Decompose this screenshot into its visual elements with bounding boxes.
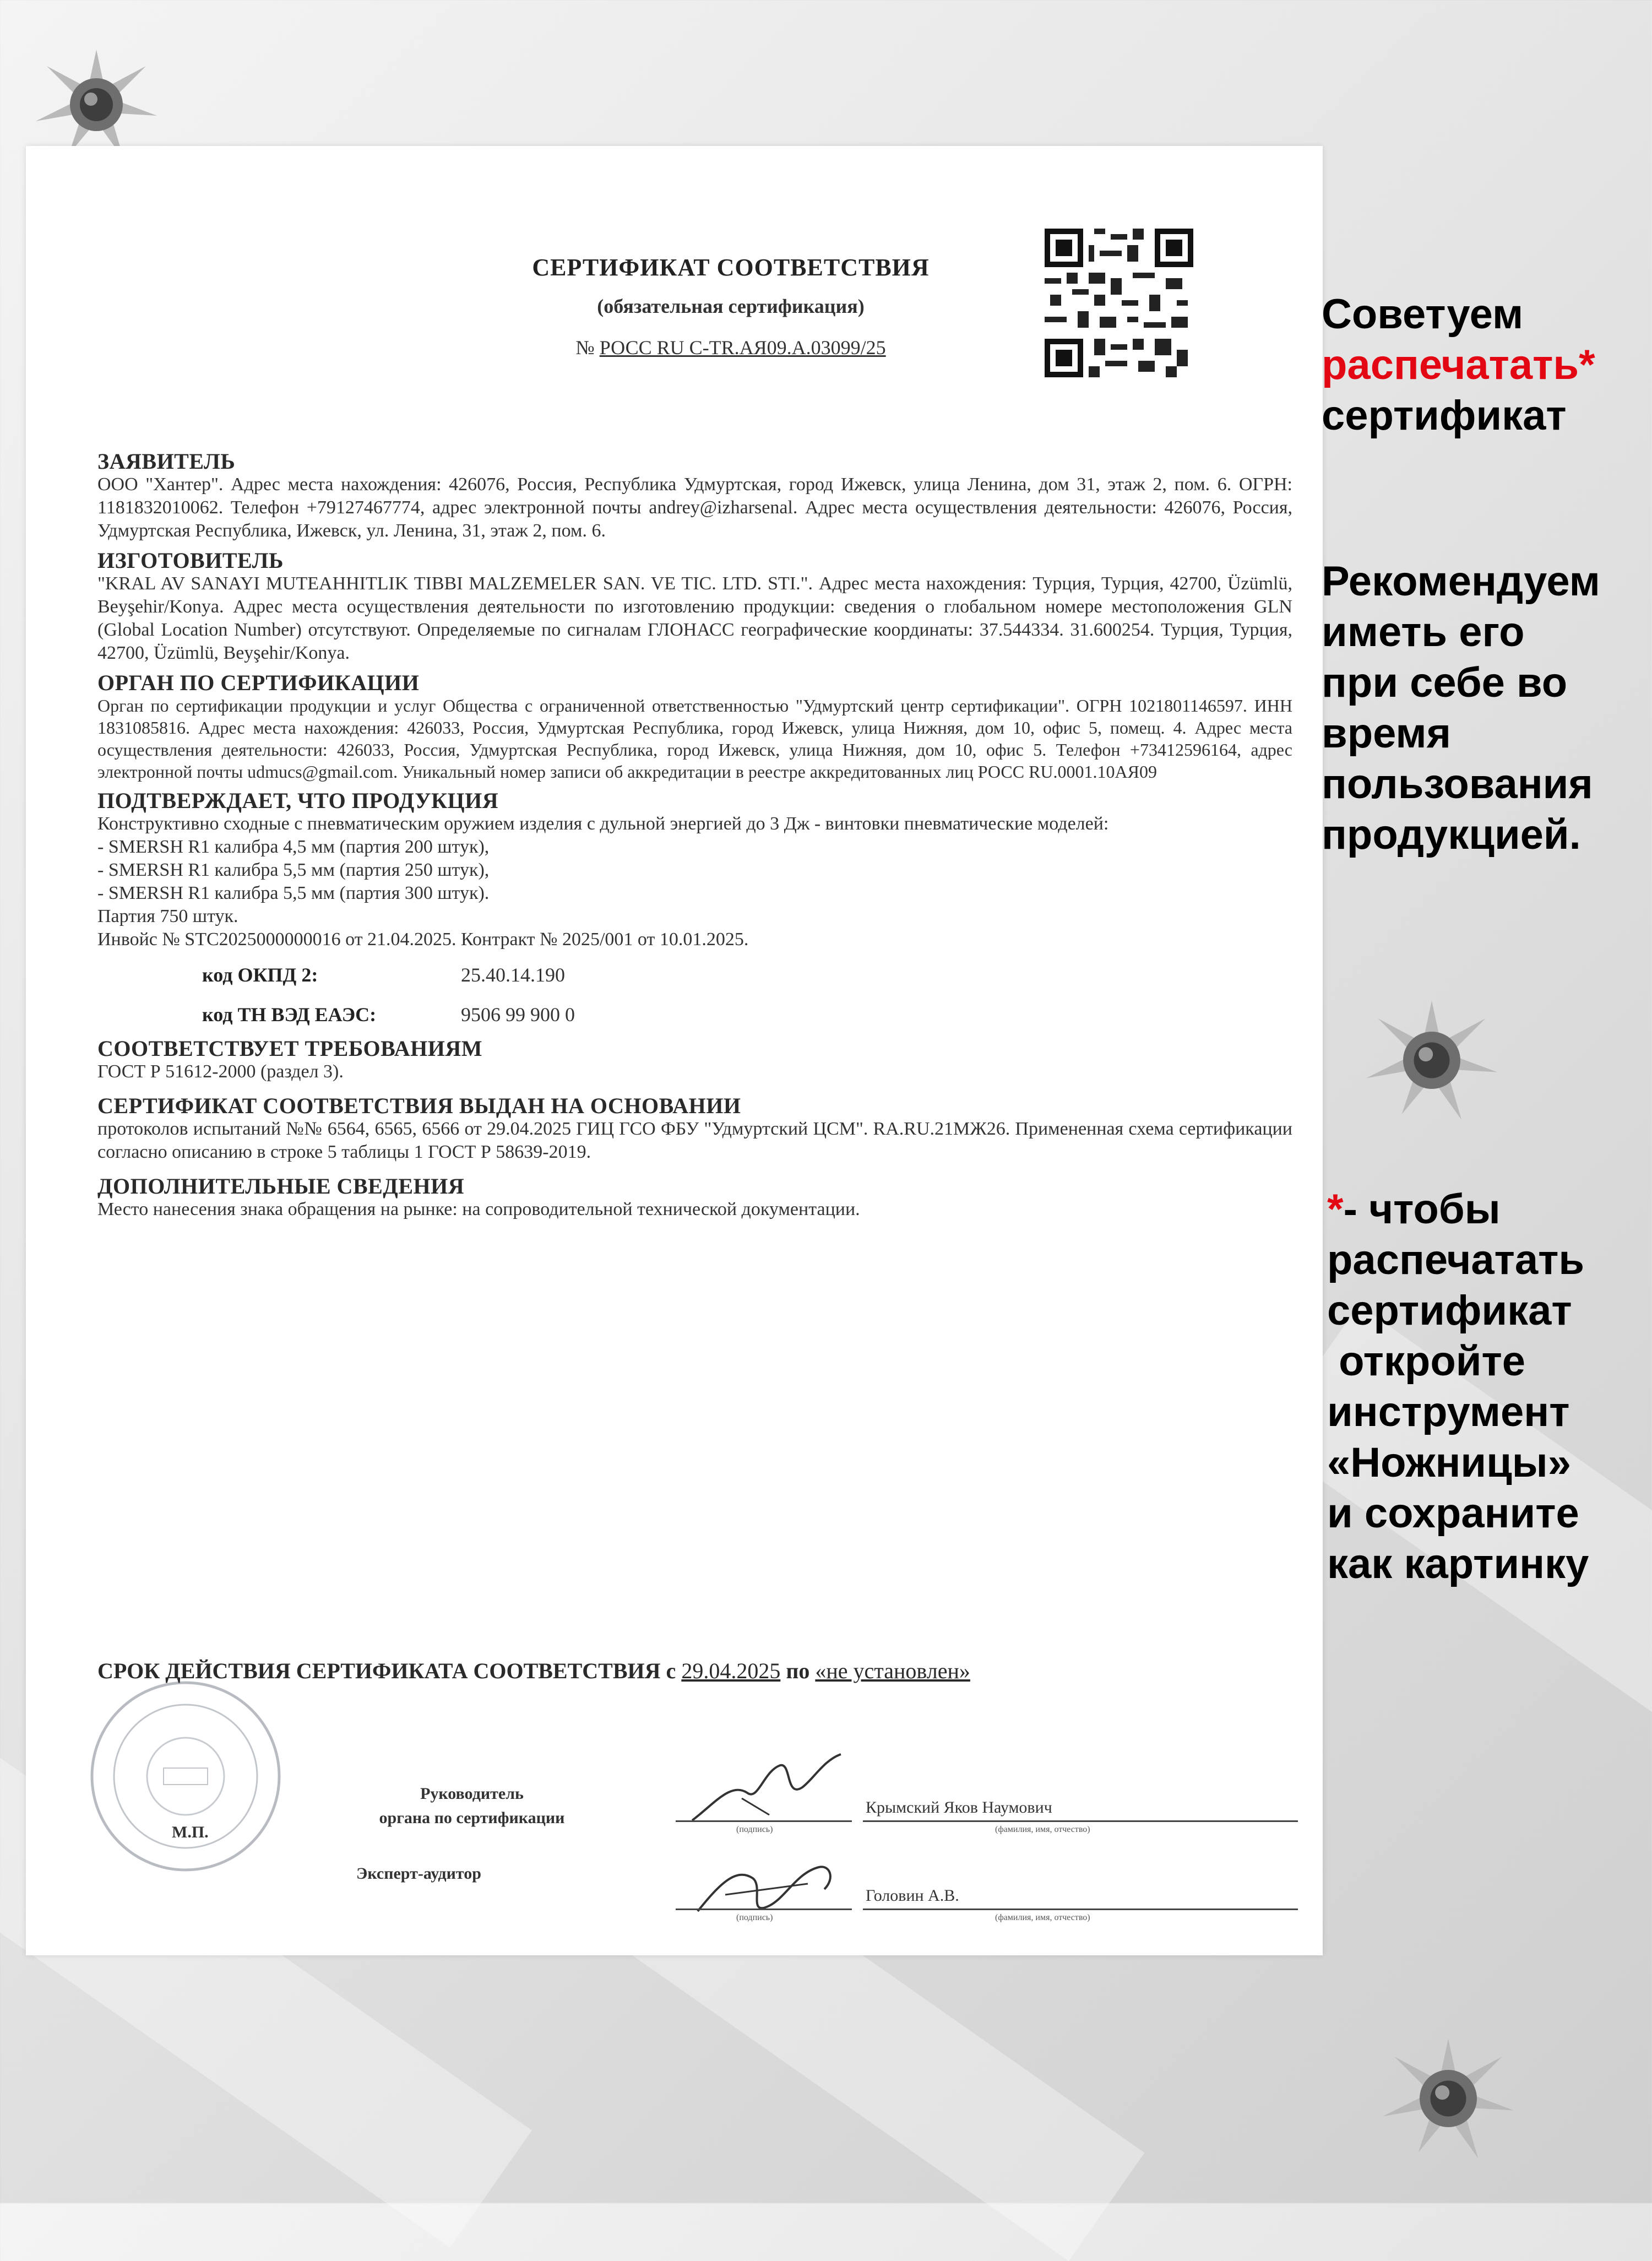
name-line xyxy=(863,1820,1298,1822)
snip-line: откройте xyxy=(1327,1338,1525,1385)
snip-star: * xyxy=(1327,1186,1344,1233)
product-line: Партия 750 штук. xyxy=(97,906,238,926)
applicant-heading: ЗАЯВИТЕЛЬ xyxy=(97,449,236,474)
basis-text: протоколов испытаний №№ 6564, 6565, 6566 от 29.04.2025 ГИЦ ГСО ФБУ "Удмуртский ЦСМ". RA.RU.21МЖ26. Примененная схема сертификации согласно описанию в строке 5 таблицы 1 ГОСТ Р 58639-2019. xyxy=(97,1119,1292,1162)
print-advice-line: сертификат xyxy=(1322,392,1567,439)
print-advice-star: * xyxy=(1579,341,1595,388)
certificate-body xyxy=(97,443,1292,1221)
product-line: Конструктивно сходные с пневматическим оружием изделия с дульной энергией до 3 Дж - винтовки пневматические моделей: xyxy=(97,814,1109,834)
validity-label: СРОК ДЕЙСТВИЯ СЕРТИФИКАТА СООТВЕТСТВИЯ xyxy=(97,1658,661,1683)
carry-advice-line: при себе во xyxy=(1322,659,1568,706)
carry-advice-line: иметь его xyxy=(1322,609,1525,655)
snip-line: распечатать xyxy=(1327,1237,1585,1283)
qr-code-icon xyxy=(1045,229,1193,377)
snip-line: инструмент xyxy=(1327,1389,1570,1435)
number-value: РОСС RU C-TR.АЯ09.А.03099/25 xyxy=(599,337,886,359)
bullet-hole-icon xyxy=(1360,991,1503,1129)
product-heading: ПОДТВЕРЖДАЕТ, ЧТО ПРОДУКЦИЯ xyxy=(97,788,499,813)
certification-body-heading: ОРГАН ПО СЕРТИФИКАЦИИ xyxy=(97,670,420,695)
snip-instructions xyxy=(1327,1184,1589,1590)
snip-line: как картинку xyxy=(1327,1541,1589,1587)
snip-line: «Ножницы» xyxy=(1327,1439,1571,1486)
certificate-title: СЕРТИФИКАТ СООТВЕТСТВИЯ xyxy=(532,254,930,281)
tnved-label: код ТН ВЭД ЕАЭС: xyxy=(202,1004,377,1026)
carry-advice xyxy=(1322,556,1600,860)
print-advice-highlight: распечатать xyxy=(1322,341,1579,388)
requirements-text: ГОСТ Р 51612-2000 (раздел 3). xyxy=(97,1061,344,1082)
head-label-line2: органа по сертификации xyxy=(379,1809,565,1827)
requirements-heading: СООТВЕТСТВУЕТ ТРЕБОВАНИЯМ xyxy=(97,1036,483,1061)
name-line xyxy=(863,1908,1298,1910)
extra-heading: ДОПОЛНИТЕЛЬНЫЕ СВЕДЕНИЯ xyxy=(97,1174,465,1199)
product-line: - SMERSH R1 калибра 4,5 мм (партия 200 штук), xyxy=(97,837,490,857)
extra-text: Место нанесения знака обращения на рынке: на сопроводительной технической документации. xyxy=(97,1199,860,1219)
snip-line: и сохраните xyxy=(1327,1490,1579,1537)
okpd-label: код ОКПД 2: xyxy=(202,964,318,986)
validity-to: «не установлен» xyxy=(815,1658,970,1683)
print-advice xyxy=(1322,289,1595,441)
carry-advice-line: пользования xyxy=(1322,761,1593,807)
signature-caption: (подпись) xyxy=(736,1913,773,1922)
number-prefix: № xyxy=(575,337,595,359)
print-advice-line: Советуем xyxy=(1322,291,1524,338)
validity-from-prefix: с xyxy=(666,1658,676,1683)
okpd-row xyxy=(202,963,1292,986)
tnved-row xyxy=(202,1003,1292,1026)
signature-line xyxy=(676,1908,852,1910)
head-label xyxy=(329,1782,615,1830)
head-name: Крымский Яков Наумович xyxy=(866,1798,1052,1817)
validity-to-prefix: по xyxy=(786,1658,810,1683)
name-caption: (фамилия, имя, отчество) xyxy=(995,1913,1090,1922)
validity-line xyxy=(97,1658,970,1684)
carry-advice-line: продукцией. xyxy=(1322,811,1581,858)
carry-advice-line: Рекомендуем xyxy=(1322,558,1600,605)
validity-from: 29.04.2025 xyxy=(681,1658,781,1683)
name-caption: (фамилия, имя, отчество) xyxy=(995,1825,1090,1834)
signature-line xyxy=(676,1820,852,1822)
signature-caption: (подпись) xyxy=(736,1825,773,1834)
expert-name: Головин А.В. xyxy=(866,1886,959,1905)
certification-body-text: Орган по сертификации продукции и услуг Общества с ограниченной ответственностью "Удмуртский центр сертификации". ОГРН 1021801146597. ИНН 1831085816. Адрес места нахождения: 426033, Россия, Удмуртская Республика, город Ижевск, улица Нижняя, дом 10, офис 5, помещ. 4. Адрес места осуществления деятельности: 426033, Россия, Удмуртская Республика, город Ижевск, улица Нижняя, дом 10, офис 5. Телефон +73412596164, адрес электронной почты udmucs@gmail.com. Уникальный номер записи об аккредитации в реестре аккредитованных лиц РОСС RU.0001.10АЯ09 xyxy=(97,696,1292,782)
carry-advice-line: время xyxy=(1322,710,1451,757)
product-line: - SMERSH R1 калибра 5,5 мм (партия 250 штук), xyxy=(97,860,490,880)
snip-line: сертификат xyxy=(1327,1287,1572,1334)
snip-line: - чтобы xyxy=(1343,1186,1501,1233)
okpd-value: 25.40.14.190 xyxy=(461,964,565,986)
certificate-document xyxy=(26,146,1323,1955)
product-line: Инвойс № STC2025000000016 от 21.04.2025. Контракт № 2025/001 от 10.01.2025. xyxy=(97,929,749,950)
mp-label: М.П. xyxy=(172,1823,209,1841)
tnved-value: 9506 99 900 0 xyxy=(461,1004,575,1026)
applicant-text: ООО "Хантер". Адрес места нахождения: 426076, Россия, Республика Удмуртская, город Ижевск, улица Ленина, дом 31, этаж 2, пом. 6. ОГРН: 1181832010062. Телефон +79127467774, адрес электронной почты andrey@izharsenal. Адрес места осуществления деятельности: 426076, Россия, Удмуртская Республика, Ижевск, ул. Ленина, 31, этаж 2, пом. 6. xyxy=(97,474,1292,541)
signature-icon xyxy=(681,1749,846,1837)
manufacturer-heading: ИЗГОТОВИТЕЛЬ xyxy=(97,548,284,573)
expert-label: Эксперт-аудитор xyxy=(356,1864,481,1883)
certificate-number xyxy=(477,336,984,359)
bullet-hole-icon xyxy=(1377,2027,1520,2170)
product-line: - SMERSH R1 калибра 5,5 мм (партия 300 штук). xyxy=(97,883,490,903)
head-label-line1: Руководитель xyxy=(420,1785,524,1803)
stamp-seal-icon xyxy=(86,1677,285,1875)
basis-heading: СЕРТИФИКАТ СООТВЕТСТВИЯ ВЫДАН НА ОСНОВАНИИ xyxy=(97,1093,741,1118)
certificate-subtitle: (обязательная сертификация) xyxy=(597,295,865,317)
manufacturer-text: "KRAL AV SANAYI MUTEAHHITLIK TIBBI MALZEMELER SAN. VE TIC. LTD. STI.". Адрес места нахождения: Турция, Турция, 42700, Üzümlü, Beyşehir/Konya. Адрес места осуществления деятельности по изготовлению продукции: сведения о глобальном номере местоположения GLN (Global Location Number) отсутствуют. Определяемые по сигналам ГЛОНАСС географические координаты: 37.544334. 31.600254. Турция, Турция, 42700, Üzümlü, Beyşehir/Konya. xyxy=(97,573,1292,663)
